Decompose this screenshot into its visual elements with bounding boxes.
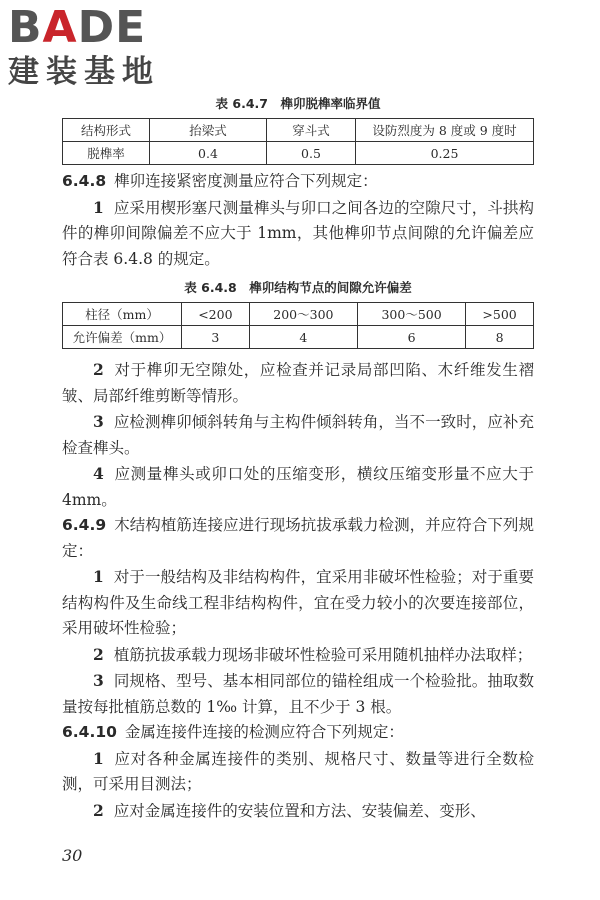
table-caption: 表 6.4.8 榫卯结构节点的间隙允许偏差 (184, 280, 412, 295)
table-caption: 表 6.4.7 榫卯脱榫率临界值 (215, 96, 381, 111)
table-cell: 柱径（mm） (63, 303, 182, 326)
table-cell: 0.25 (356, 142, 534, 165)
table-row (63, 326, 534, 349)
list-item: 4 应测量榫头或卯口处的压缩变形，横纹压缩变形量不应大于 4mm。 (62, 464, 534, 509)
list-item: 2 对于榫卯无空隙处，应检查并记录局部凹陷、木纤维发生褶皱、局部纤维剪断等情形。 (62, 360, 534, 405)
clause-6-4-10: 6.4.10 金属连接件连接的检测应符合下列规定： (62, 723, 404, 741)
table-cell: 设防烈度为 8 度或 9 度时 (356, 119, 534, 142)
table-cell: 允许偏差（mm） (63, 326, 182, 349)
list-item: 2 应对金属连接件的安装位置和方法、安装偏差、变形、 (93, 800, 486, 820)
table-cell: 3 (182, 326, 250, 349)
table-row (63, 142, 534, 165)
page-number: 30 (62, 846, 83, 865)
table-cell: 抬梁式 (150, 119, 267, 142)
clause-6-4-9: 6.4.9 木结构植筋连接应进行现场抗拔承载力检测，并应符合下列规定： (62, 516, 534, 560)
table-row (63, 119, 534, 142)
table-cell: 200～300 (249, 303, 357, 326)
table-cell: <200 (182, 303, 250, 326)
table-cell: 300～500 (357, 303, 465, 326)
table-cell: 8 (466, 326, 534, 349)
logo-subtitle: 建装基地 (8, 54, 160, 90)
table-joint-gap-tolerance (62, 302, 534, 349)
list-item: 1 对于一般结构及非结构构件，宜采用非破坏性检验；对于重要结构构件及生命线工程非结构构件，宜在受力较小的次要连接部位，采用破坏性检验； (62, 567, 534, 637)
table-cell: 0.4 (150, 142, 267, 165)
table-tenon-dislocation (62, 118, 534, 165)
table-cell: >500 (466, 303, 534, 326)
table-cell: 脱榫率 (63, 142, 150, 165)
table-cell: 4 (249, 326, 357, 349)
clause-6-4-8: 6.4.8 榫卯连接紧密度测量应符合下列规定： (62, 172, 378, 190)
table-cell: 6 (357, 326, 465, 349)
table-cell: 穿斗式 (267, 119, 356, 142)
list-item: 2 植筋抗拔承载力现场非破坏性检验可采用随机抽样办法取样； (93, 644, 533, 664)
table-row (63, 303, 534, 326)
logo (8, 4, 160, 90)
list-item: 1 应对各种金属连接件的类别、规格尺寸、数量等进行全数检测，可采用目测法； (62, 748, 534, 793)
logo-wordmark: BADE (8, 2, 147, 53)
list-item: 3 应检测榫卯倾斜转角与主构件倾斜转角，当不一致时，应补充检查榫头。 (62, 412, 534, 457)
table-cell: 结构形式 (63, 119, 150, 142)
list-item: 3 同规格、型号、基本相同部位的锚栓组成一个检验批。抽取数量按每批植筋总数的 1‰ 计算，且不少于 3 根。 (62, 671, 534, 716)
table-cell: 0.5 (267, 142, 356, 165)
document-body (62, 92, 534, 824)
list-item: 1 应采用楔形塞尺测量榫头与卯口之间各边的空隙尺寸，斗拱构件的榫卯间隙偏差不应大于 1mm，其他榫卯节点间隙的允许偏差应符合表 6.4.8 的规定。 (62, 197, 534, 268)
